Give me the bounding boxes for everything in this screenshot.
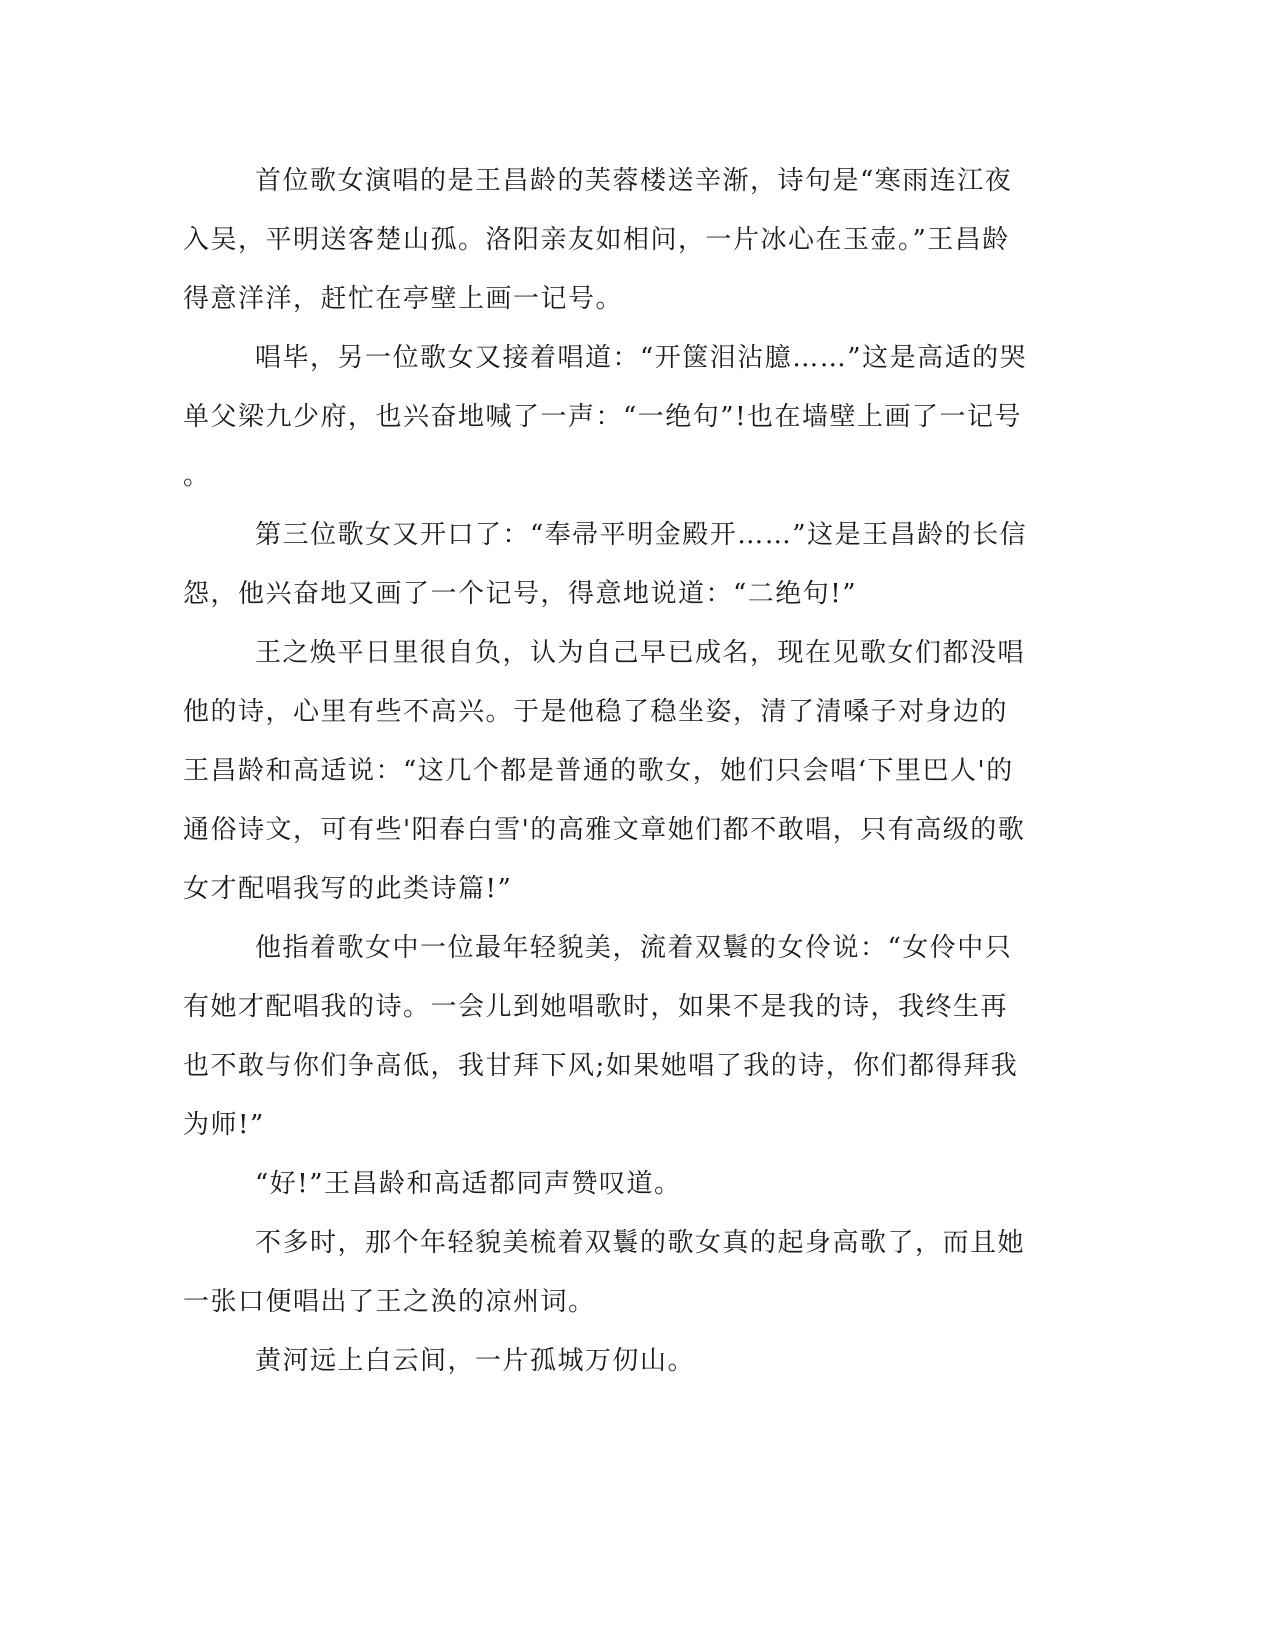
paragraph-line: 第三位歌女又开口了：“奉帚平明金殿开……”这是王昌龄的长信: [255, 520, 1028, 550]
paragraph-line: 怨，他兴奋地又画了一个记号，得意地说道：“二绝句!”: [183, 579, 858, 609]
paragraph-5: [183, 919, 1033, 1155]
paragraph-8: [183, 1332, 1033, 1391]
paragraph-line: 王之焕平日里很自负，认为自己早已成名，现在见歌女们都没唱: [255, 638, 1026, 668]
paragraph-line: 他的诗，心里有些不高兴。于是他稳了稳坐姿，清了清嗓子对身边的: [183, 697, 1009, 727]
paragraph-line: 黄河远上白云间，一片孤城万仞山。: [255, 1346, 696, 1376]
paragraph-line: 入吴，平明送客楚山孤。洛阳亲友如相问，一片冰心在玉壶。”王昌龄: [183, 225, 1010, 255]
paragraph-2: [183, 329, 1033, 506]
paragraph-line: “好!”王昌龄和高适都同声赞叹道。: [255, 1169, 682, 1199]
paragraph-1: [183, 152, 1033, 329]
paragraph-line: 不多时，那个年轻貌美梳着双鬟的歌女真的起身高歌了，而且她: [255, 1228, 1026, 1258]
paragraph-line: 为师!”: [183, 1110, 265, 1140]
paragraph-line: 单父梁九少府，也兴奋地喊了一声：“一绝句”!也在墙壁上画了一记号: [183, 402, 1023, 432]
paragraph-line: 王昌龄和高适说：“这几个都是普通的歌女，她们只会唱‘下里巴人'的: [183, 756, 1014, 786]
paragraph-6: [183, 1155, 1033, 1214]
paragraph-line: 。: [183, 461, 211, 491]
paragraph-4: [183, 624, 1033, 919]
paragraph-line: 一张口便唱出了王之涣的凉州词。: [183, 1287, 596, 1317]
paragraph-line: 女才配唱我写的此类诗篇!”: [183, 874, 513, 904]
paragraph-line: 他指着歌女中一位最年轻貌美，流着双鬟的女伶说：“女伶中只: [255, 933, 1013, 963]
document-body: [183, 152, 1033, 1391]
paragraph-7: [183, 1214, 1033, 1332]
paragraph-line: 首位歌女演唱的是王昌龄的芙蓉楼送辛渐，诗句是“寒雨连江夜: [255, 166, 1013, 196]
paragraph-line: 有她才配唱我的诗。一会儿到她唱歌时，如果不是我的诗，我终生再: [183, 992, 1009, 1022]
paragraph-line: 得意洋洋，赶忙在亭壁上画一记号。: [183, 284, 624, 314]
paragraph-line: 通俗诗文，可有些'阳春白雪'的高雅文章她们都不敢唱，只有高级的歌: [183, 815, 1026, 845]
paragraph-3: [183, 506, 1033, 624]
paragraph-line: 唱毕，另一位歌女又接着唱道：“开箧泪沾臆……”这是高适的哭: [255, 343, 1028, 373]
paragraph-line: 也不敢与你们争高低，我甘拜下风;如果她唱了我的诗，你们都得拜我: [183, 1051, 1019, 1081]
